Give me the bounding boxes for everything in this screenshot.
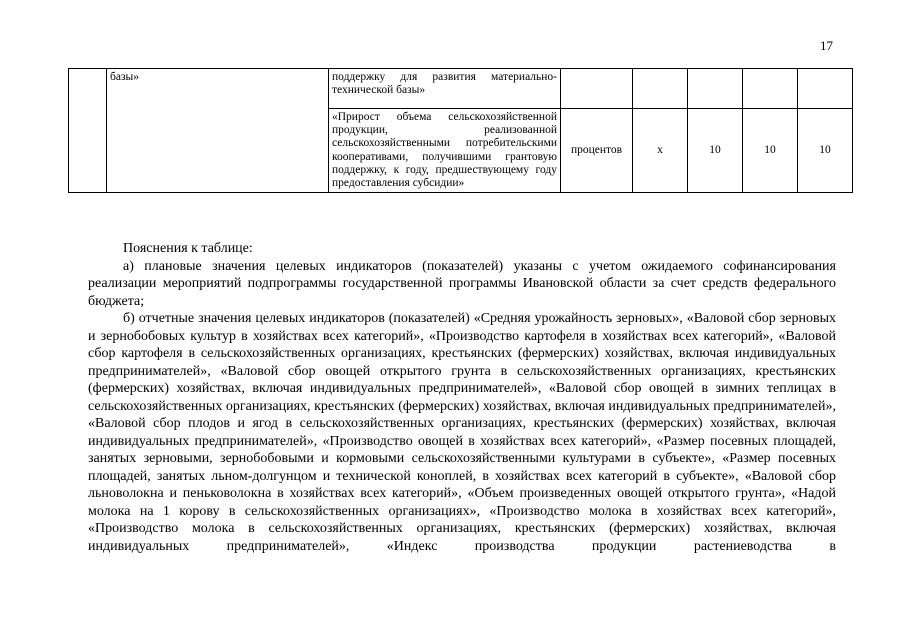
table-cell-value: х [633,109,688,193]
indicators-table [68,68,853,193]
table-cell-value: 10 [688,109,743,193]
table-cell-unit: процентов [561,109,633,193]
table-cell-value [633,69,688,109]
table-cell-indicator-name: поддержку для развития материально-технической базы» [329,69,561,109]
table-cell-value: 10 [743,109,798,193]
table-row [69,69,853,109]
table-notes [88,240,836,555]
table-cell-value: 10 [798,109,853,193]
note-paragraph-b: б) отчетные значения целевых индикаторов (показателей) «Средняя урожайность зерновых», «Валовой сбор зерновых и зернобобовых культур в хозяйствах всех категорий», «Производство картофеля в хозяйствах всех категорий», «Валовой сбор картофеля в сельскохозяйственных организациях, крестьянских (фермерских) хозяйствах, включая индивидуальных предпринимателей», «Валовой сбор овощей открытого грунта в сельскохозяйственных организациях, крестьянских (фермерских) хозяйствах, включая индивидуальных предпринимателей», «Валовой сбор овощей в зимних теплицах в сельскохозяйственных организациях, крестьянских (фермерских) хозяйствах, включая индивидуальных предпринимателей», «Валовой сбор плодов и ягод в сельскохозяйственных организациях, крестьянских (фермерских) хозяйствах, включая индивидуальных предпринимателей», «Производство овощей в хозяйствах всех категорий», «Размер посевных площадей, занятых зерновыми, зернобобовыми и кормовыми сельскохозяйственными культурами в субъекте», «Размер посевных площадей, занятых льном-долгунцом и технической коноплей, в хозяйствах всех категорий в субъекте», «Валовой сбор льноволокна и пеньковолокна в хозяйствах всех категорий», «Объем произведенных овощей открытого грунта», «Надой молока на 1 корову в сельскохозяйственных организациях», «Производство молока в хозяйствах всех категорий», «Производство молока в сельскохозяйственных организациях, крестьянских (фермерских) хозяйствах, включая индивидуальных предпринимателей», «Индекс производства продукции растениеводства в [88,311,836,554]
page-number: 17 [820,38,833,53]
notes-heading: Пояснения к таблице: [123,241,253,256]
table-cell-number [69,69,107,193]
table-cell-value [688,69,743,109]
table-cell-value [743,69,798,109]
table-cell-event-name: базы» [107,69,329,193]
note-paragraph-a: а) плановые значения целевых индикаторов (показателей) указаны с учетом ожидаемого софинансирования реализации мероприятий подпрограммы государственной программы Ивановской области за счет средств федерального бюджета; [88,258,836,309]
table-cell-indicator-name: «Прирост объема сельскохозяйственной продукции, реализованной сельскохозяйственными потребительскими кооперативами, получившими грантовую поддержку, к году, предшествующему году предоставления субсидии» [329,109,561,193]
table-cell-unit [561,69,633,109]
table-cell-value [798,69,853,109]
